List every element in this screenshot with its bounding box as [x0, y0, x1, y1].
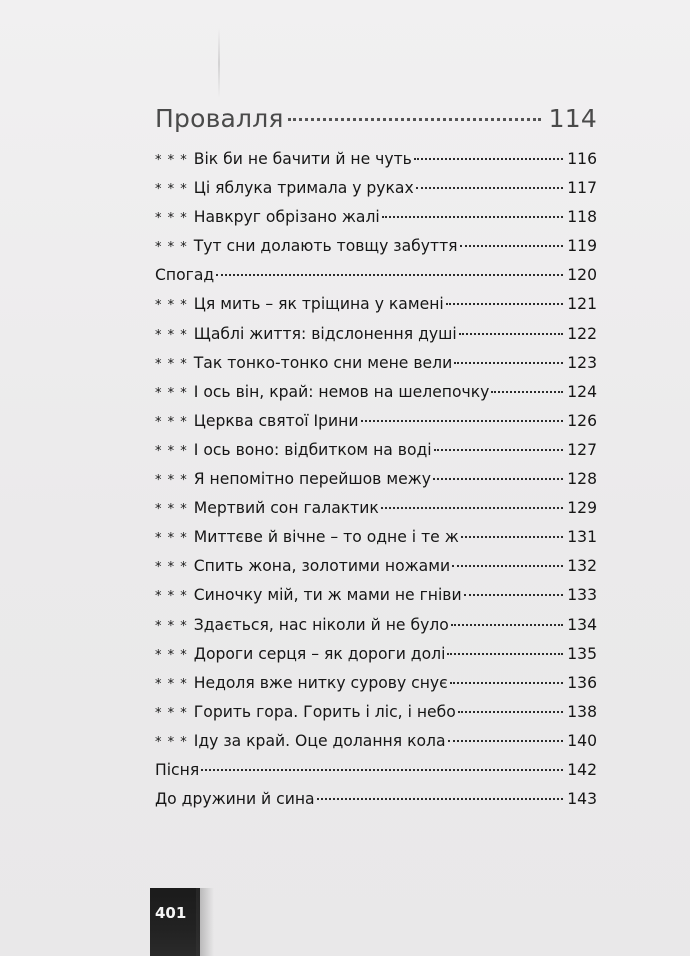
entry-title: Пісня: [155, 760, 200, 779]
table-of-contents: [155, 104, 597, 819]
dot-leader: [201, 769, 563, 771]
entry-stars: * * *: [155, 385, 188, 401]
entry-page-number: 122: [567, 324, 597, 343]
entry-stars: * * *: [155, 560, 188, 576]
entry-page-number: 121: [567, 295, 597, 314]
dot-leader: [361, 420, 564, 422]
entry-page-number: 123: [567, 353, 597, 372]
toc-entry: [155, 645, 597, 674]
entry-title: Миттєве й вічне – то одне і те ж: [193, 528, 459, 547]
entry-page-number: 138: [567, 702, 597, 721]
dot-leader: [461, 536, 563, 538]
toc-entry: [155, 790, 597, 819]
entry-stars: * * *: [155, 589, 188, 605]
dot-leader: [433, 478, 563, 480]
dot-leader: [317, 798, 564, 800]
toc-entry: [155, 266, 597, 295]
section-title: Провалля: [155, 104, 284, 133]
dot-leader: [416, 187, 564, 189]
toc-entry: [155, 208, 597, 237]
entry-page-number: 128: [567, 470, 597, 489]
entry-stars: * * *: [155, 502, 188, 518]
entry-page-number: 119: [567, 237, 597, 256]
entry-page-number: 124: [567, 382, 597, 401]
entry-title: Вік би не бачити й не чуть: [193, 150, 412, 168]
toc-entry: [155, 325, 597, 354]
dot-leader: [448, 740, 564, 742]
entry-title: Щаблі життя: відслонення душі: [193, 324, 457, 343]
entry-stars: * * *: [155, 647, 188, 663]
entry-title: Горить гора. Горить і ліс, і небо: [193, 702, 456, 721]
entry-title: Дороги серця – як дороги долі: [193, 644, 446, 663]
entry-page-number: 135: [567, 644, 597, 663]
entry-stars: * * *: [155, 705, 188, 721]
toc-entry: [155, 528, 597, 557]
entry-page-number: 143: [567, 790, 597, 809]
entry-title: Тут сни долають товщу забуття: [193, 237, 458, 256]
dot-leader: [414, 158, 563, 160]
toc-entry: [155, 150, 597, 179]
entry-stars: * * *: [155, 327, 188, 343]
entry-stars: * * *: [155, 211, 188, 227]
entry-title: Мертвий сон галактик: [193, 499, 379, 518]
toc-entry: [155, 470, 597, 499]
entry-page-number: 120: [567, 266, 597, 285]
toc-entry: [155, 499, 597, 528]
dot-leader: [381, 507, 563, 509]
toc-entry: [155, 761, 597, 790]
entry-page-number: 127: [567, 440, 597, 459]
dot-leader: [447, 653, 563, 655]
entry-title: Ця мить – як тріщина у камені: [193, 295, 444, 314]
entry-page-number: 118: [567, 208, 597, 227]
entry-page-number: 129: [567, 499, 597, 518]
entry-title: До дружини й сина: [155, 790, 315, 809]
dot-leader: [452, 565, 563, 567]
dot-leader: [460, 245, 564, 247]
entry-title: Іду за край. Оце долання кола: [193, 731, 446, 750]
entry-page-number: 131: [567, 528, 597, 547]
entry-title: І ось він, край: немов на шелепочку: [193, 382, 490, 401]
dot-leader: [454, 362, 563, 364]
section-page-number: 114: [548, 104, 597, 133]
toc-entry: [155, 586, 597, 615]
dot-leader: [458, 711, 563, 713]
entry-stars: * * *: [155, 153, 188, 168]
dot-leader: [216, 274, 563, 276]
entry-stars: * * *: [155, 414, 188, 430]
entry-stars: * * *: [155, 182, 188, 198]
entry-stars: * * *: [155, 473, 188, 489]
entry-stars: * * *: [155, 298, 188, 314]
toc-section-heading: [155, 104, 597, 150]
entry-stars: * * *: [155, 240, 188, 256]
toc-entry: [155, 383, 597, 412]
entry-stars: * * *: [155, 618, 188, 634]
toc-entry: [155, 179, 597, 208]
entry-title: Так тонко-тонко сни мене вели: [193, 353, 453, 372]
entry-title: Спить жона, золотими ножами: [193, 557, 451, 576]
toc-entry: [155, 616, 597, 645]
toc-entry: [155, 674, 597, 703]
print-smudge: [196, 888, 214, 956]
entry-title: І ось воно: відбитком на воді: [193, 440, 432, 459]
entry-page-number: 116: [567, 150, 597, 168]
toc-entry: [155, 441, 597, 470]
entry-title: Спогад: [155, 266, 215, 285]
entry-stars: * * *: [155, 676, 188, 692]
entry-title: Ці яблука тримала у руках: [193, 179, 414, 198]
entry-title: Здається, нас ніколи й не було: [193, 615, 449, 634]
entry-title: Церква святої Ірини: [193, 411, 359, 430]
toc-entry: [155, 732, 597, 761]
entry-page-number: 132: [567, 557, 597, 576]
page-number-tab: [150, 888, 200, 956]
entry-page-number: 134: [567, 615, 597, 634]
dot-leader: [464, 594, 564, 596]
dot-leader: [451, 624, 563, 626]
entry-title: Синочку мій, ти ж мами не гніви: [193, 586, 462, 605]
toc-entry: [155, 412, 597, 441]
toc-entry: [155, 557, 597, 586]
page-crease: [218, 28, 220, 98]
dot-leader: [382, 216, 563, 218]
entry-title: Навкруг обрізано жалі: [193, 208, 380, 227]
entry-title: Я непомітно перейшов межу: [193, 470, 431, 489]
dot-leader: [450, 682, 564, 684]
toc-entry: [155, 237, 597, 266]
entry-stars: * * *: [155, 443, 188, 459]
toc-entry: [155, 295, 597, 324]
dot-leader: [446, 303, 563, 305]
entry-page-number: 136: [567, 673, 597, 692]
entry-stars: * * *: [155, 734, 188, 750]
entry-page-number: 117: [567, 179, 597, 198]
entry-stars: * * *: [155, 531, 188, 547]
entry-stars: * * *: [155, 356, 188, 372]
toc-entry: [155, 354, 597, 383]
dot-leader: [459, 333, 564, 335]
page-number: 401: [155, 904, 187, 922]
entry-page-number: 126: [567, 411, 597, 430]
dot-leader: [288, 118, 541, 121]
entry-page-number: 133: [567, 586, 597, 605]
entry-page-number: 140: [567, 731, 597, 750]
entry-title: Недоля вже нитку сурову снує: [193, 673, 448, 692]
dot-leader: [434, 449, 564, 451]
toc-entry: [155, 703, 597, 732]
entry-page-number: 142: [567, 760, 597, 779]
dot-leader: [491, 391, 563, 393]
